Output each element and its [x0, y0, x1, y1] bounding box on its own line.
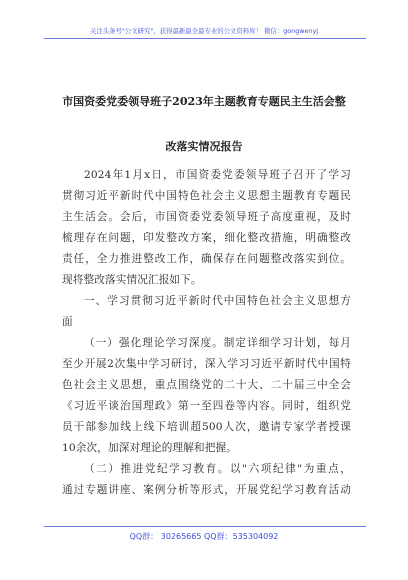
section-heading-line: 一、学习贯彻习近平新时代中国特色社会主义思想方	[84, 295, 351, 307]
body-line: 色社会主义思想，重点围绕党的二十大、二十届三中全会	[62, 379, 351, 391]
body-line: 员干部参加线上线下培训超500人次，邀请专家学者授课	[62, 421, 351, 433]
body-line: 贯彻习近平新时代中国特色社会主义思想主题教育专题民	[62, 190, 351, 202]
header-divider	[44, 38, 366, 39]
body-line: 2024年1月x日，市国资委党委领导班子召开了学习	[84, 169, 351, 181]
body-line: 现将整改落实情况汇报如下。	[62, 274, 202, 286]
document-title: 市国资委党委领导班子2023年主题教育专题民主生活会整	[62, 95, 346, 108]
section-heading-line: 面	[62, 316, 73, 328]
document-body	[62, 165, 351, 501]
body-line: （一）强化理论学习深度。制定详细学习计划，每月	[84, 337, 351, 349]
footer-note: QQ群： 30265665 QQ群：535304092	[129, 532, 279, 541]
body-line: 梳理存在问题，印发整改方案，细化整改措施，明确整改	[62, 232, 351, 244]
body-line: 10余次，加深对理论的理解和把握。	[62, 442, 237, 454]
document-subtitle: 改落实情况报告	[165, 140, 243, 153]
body-line: 责任，全力推进整改工作，确保存在问题整改落实到位。	[62, 253, 351, 265]
body-line: （二）推进党纪学习教育。以"六项纪律"为重点，	[84, 463, 351, 475]
body-line: 通过专题讲座、案例分析等形式，开展党纪学习教育活动	[62, 484, 351, 496]
body-line: 至少开展2次集中学习研讨，深入学习习近平新时代中国特	[62, 358, 351, 370]
body-line: 主生活会。会后，市国资委党委领导班子高度重视，及时	[62, 211, 351, 223]
footer-divider	[44, 526, 366, 527]
body-line: 《习近平谈治国理政》第一至四卷等内容。同时，组织党	[62, 400, 351, 412]
header-note: 关注头条号"公文研究"，获得最新最全最专业的公文资料库！ 微信：gongwenyj	[89, 27, 319, 35]
